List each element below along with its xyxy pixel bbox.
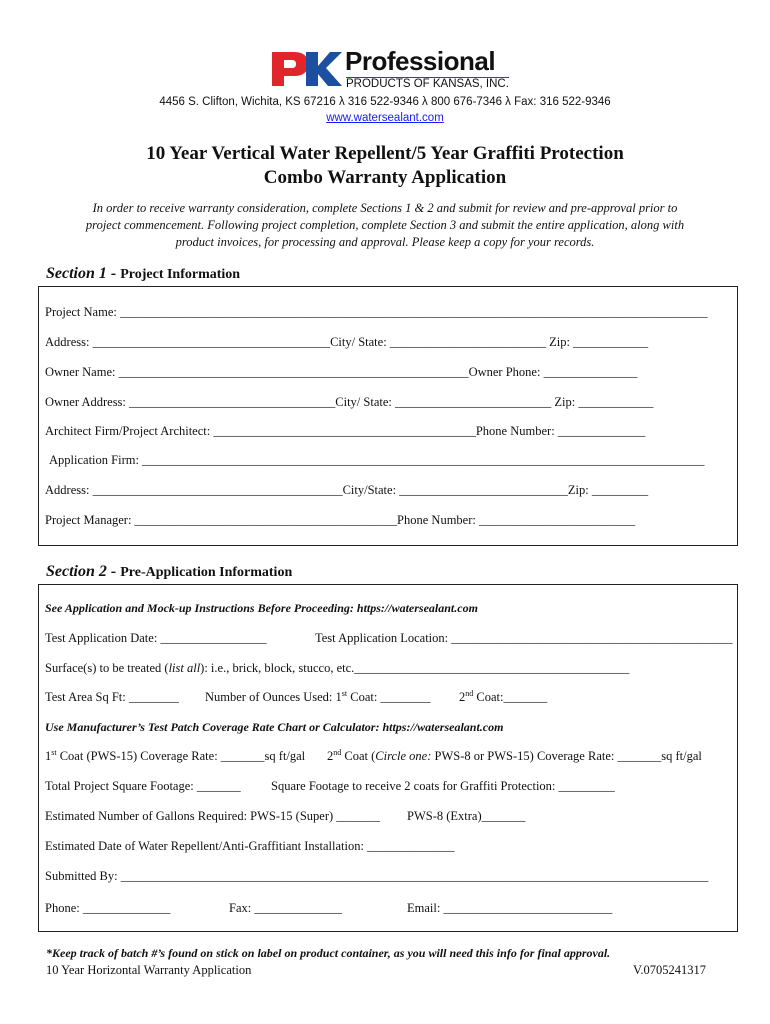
fax-field[interactable]: Fax: ______________	[229, 901, 342, 915]
section1-heading	[46, 265, 240, 283]
company-address: 4456 S. Clifton, Wichita, KS 67216 λ 316 522-9346 λ 800 676-7346 λ Fax: 316 522-9346	[159, 96, 611, 108]
coverage-chart-note: Use Manufacturer’s Test Patch Coverage Rate Chart or Calculator: https://watersealant.com	[45, 720, 504, 734]
test-date-field[interactable]: Test Application Date: _________________	[45, 631, 267, 645]
email-field[interactable]: Email: ___________________________	[407, 901, 613, 915]
owner-name-field[interactable]: Owner Name: ________________________________________________________Owner Phone: _______________	[45, 365, 638, 379]
batch-note: *Keep track of batch #’s found on stick on label on product container, as you will need this info for final approval.	[46, 946, 611, 960]
company-logo	[270, 48, 510, 90]
first-coat-rate-field[interactable]: 1st Coat (PWS-15) Coverage Rate: _______sq ft/gal	[45, 747, 306, 763]
second-coat-rate-field[interactable]: 2nd Coat (Circle one: PWS-8 or PWS-15) Coverage Rate: _______sq ft/gal	[327, 747, 702, 763]
form-title-line2: Combo Warranty Application	[263, 167, 507, 188]
address-field[interactable]: Address: ______________________________________City/ State: _________________________ Zip: ____________	[45, 335, 649, 349]
section2-number: Section 2 -	[46, 563, 117, 580]
section2-heading	[46, 563, 292, 581]
test-location-field[interactable]: Test Application Location: _____________________________________________	[315, 631, 733, 645]
brand-subtitle: PRODUCTS OF KANSAS, INC.	[346, 78, 509, 90]
surfaces-field[interactable]: Surface(s) to be treated (list all): i.e., brick, block, stucco, etc.____________________________________________	[45, 661, 630, 675]
intro-line3: product invoices, for processing and approval. Please keep a copy for your records.	[175, 235, 595, 249]
total-sqft-field[interactable]: Total Project Square Footage: _______	[45, 779, 241, 793]
graffiti-sqft-field[interactable]: Square Footage to receive 2 coats for Graffiti Protection: _________	[271, 779, 615, 793]
ounces-second-coat-field[interactable]: 2nd Coat:_______	[459, 688, 548, 704]
instructions-note: See Application and Mock-up Instructions Before Proceeding: https://watersealant.com	[45, 601, 478, 615]
application-firm-field[interactable]: Application Firm: __________________________________________________________________________________________	[49, 453, 705, 467]
website-link[interactable]: www.watersealant.com	[326, 112, 444, 124]
phone-field[interactable]: Phone: ______________	[45, 901, 171, 915]
test-area-field[interactable]: Test Area Sq Ft: ________	[45, 690, 179, 704]
project-manager-field[interactable]: Project Manager: __________________________________________Phone Number: _________________________	[45, 513, 636, 527]
gallons-pws8-field[interactable]: PWS-8 (Extra)_______	[407, 809, 526, 823]
owner-address-field[interactable]: Owner Address: _________________________________City/ State: _________________________ Zip: ____________	[45, 395, 654, 409]
section1-box	[38, 286, 738, 546]
submitted-by-field[interactable]: Submitted By: ______________________________________________________________________________________________	[45, 869, 709, 883]
architect-field[interactable]: Architect Firm/Project Architect: __________________________________________Phone Number: ______________	[45, 424, 646, 438]
install-date-field[interactable]: Estimated Date of Water Repellent/Anti-Graffitiant Installation: ______________	[45, 839, 455, 853]
brand-name: Professional	[345, 46, 496, 76]
intro-line2: project commencement. Following project completion, complete Section 3 and submit the entire application, along with	[85, 218, 685, 232]
project-name-field[interactable]: Project Name: ______________________________________________________________________________________________	[45, 305, 708, 319]
firm-address-field[interactable]: Address: ________________________________________City/State: ___________________________Zip: _________	[45, 483, 649, 497]
footer-form-name: 10 Year Horizontal Warranty Application	[46, 963, 252, 977]
section2-box	[38, 584, 738, 932]
section1-name: Project Information	[120, 267, 241, 282]
footer-version: V.0705241317	[633, 963, 707, 977]
intro-line1: In order to receive warranty consideration, complete Sections 1 & 2 and submit for review and pre-approval prior to	[92, 201, 678, 215]
gallons-pws15-field[interactable]: Estimated Number of Gallons Required: PWS-15 (Super) _______	[45, 809, 381, 823]
section2-name: Pre-Application Information	[120, 565, 293, 580]
ounces-first-coat-field[interactable]: Number of Ounces Used: 1st Coat: ________	[205, 688, 431, 704]
section1-number: Section 1 -	[46, 265, 117, 282]
form-title-line1: 10 Year Vertical Water Repellent/5 Year Graffiti Protection	[146, 143, 624, 164]
